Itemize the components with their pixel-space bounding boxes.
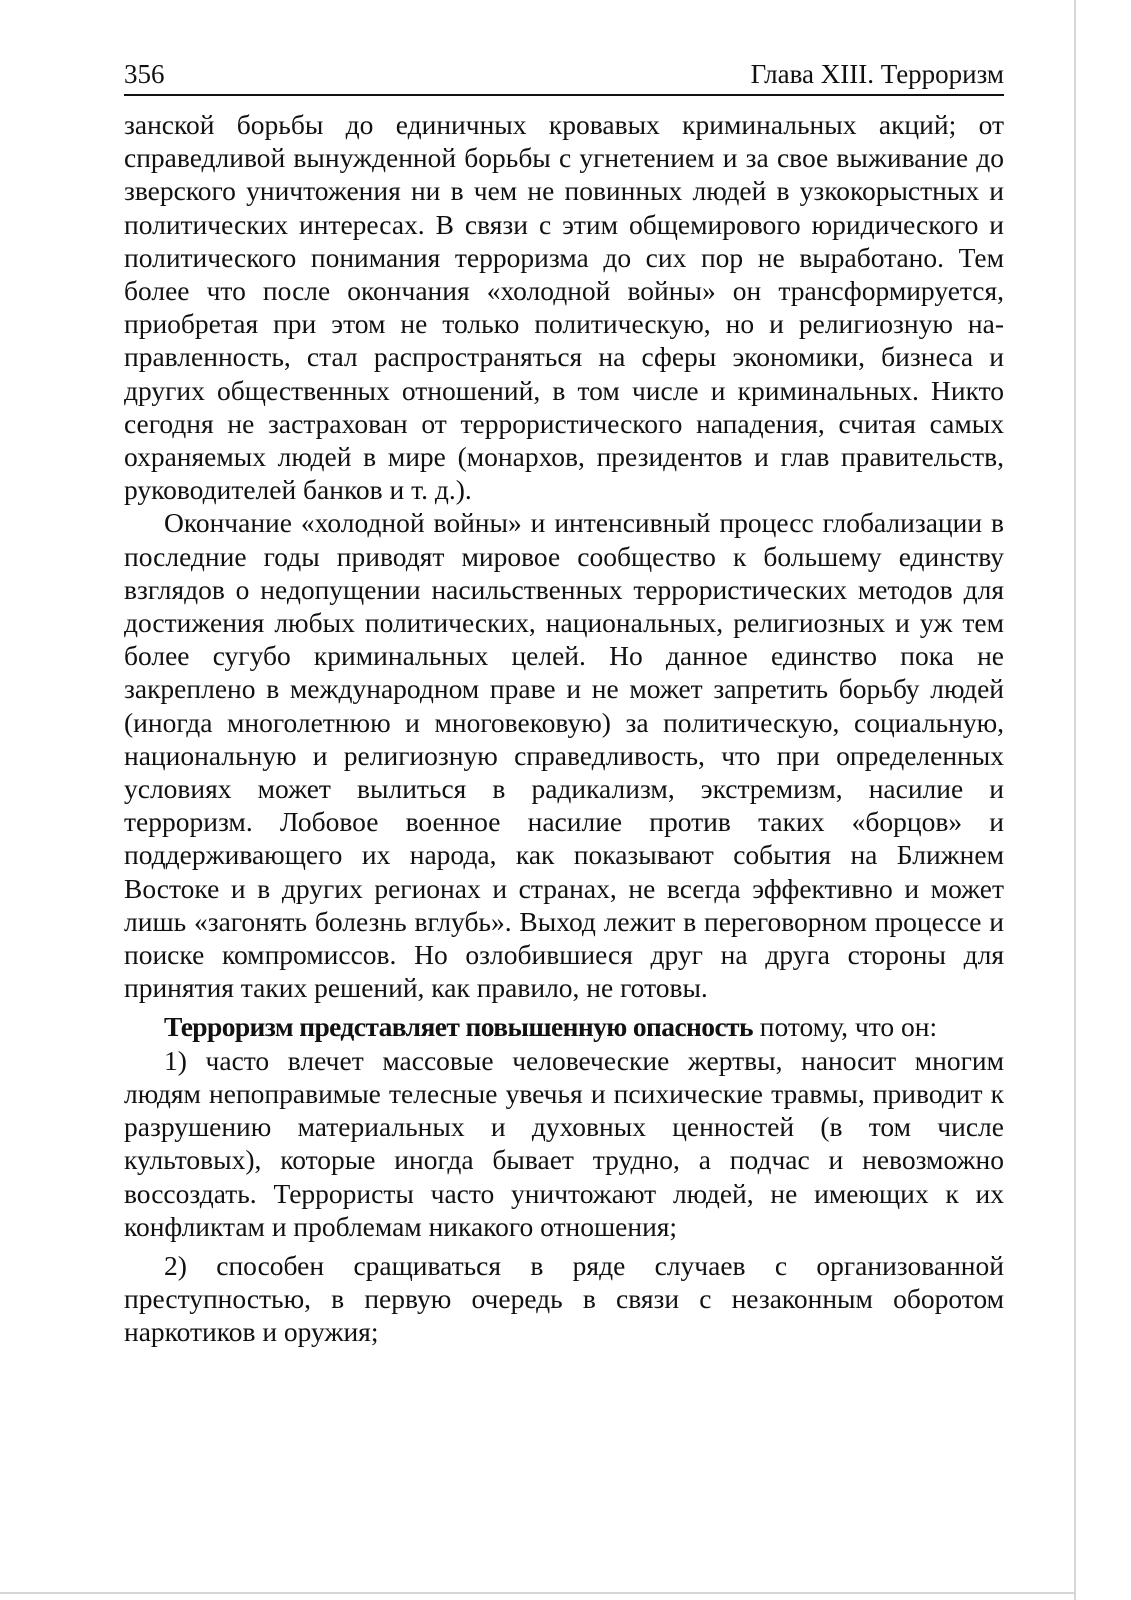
- paragraph-2: Окончание «холодной войны» и интенсивный процесс глобализации в последние годы приводят мировое сообщество к большему единству взглядов о недопущении насильственных террористических методов для достижения любых политических, национальных, религиозных и уж тем более сугубо криминальных целей. Но данное единство пока не закреплено в международном праве и не может запретить борьбу людей (иногда многолетнюю и многовековую) за политическую, социальную, национальную и религиозную справедливость, что при определенных условиях может вылиться в радикализм, экстремизм, насилие и терроризм. Лобовое военное насилие против таких «борцов» и поддерживающего их народа, как показывают события на Ближнем Востоке и в других регионах и странах, не всегда эффективно и может лишь «загонять болезнь вглубь». Выход лежит в переговорном процессе и поиске компромиссов. Но озлобившиеся друг на друга стороны для принятия таких решений, как правило, не готовы.: [124, 507, 1004, 1004]
- list-item-1: 1) часто влечет массовые человеческие жертвы, наносит многим людям непоправимые телесные увечья и психические травмы, приводит к разрушению материальных и духовных ценностей (в том числе культовых), которые иногда бывает трудно, а подчас и невозможно воссоздать. Террористы часто уничтожают людей, не имеющих к их конфликтам и проблемам никакого отношения;: [124, 1044, 1004, 1242]
- scan-edge-bottom: [0, 1592, 1076, 1594]
- paragraph-1: занской борьбы до единичных кровавых криминальных акций; от справедливой вынужденной борьбы с угнетением и за свое выживание до зверского уничтожения ни в чем не повинных людей в узкокорыстных и политических интересах. В связи с этим общемирового юридического и политического понимания терроризма до сих пор не выработано. Тем более что после окончания «холодной войны» он трансформируется, приобретая при этом не только политическую, но и религиозную направленность, стал распространяться на сферы экономики, бизнеса и других общественных отношений, в том числе и криминальных. Никто сегодня не застрахован от террористического нападения, считая самых охраняемых людей в мире (монархов, президентов и глав правительств, руководителей банков и т. д.).: [124, 109, 1004, 506]
- scan-edge-right: [1074, 0, 1076, 1600]
- emphasis-bold-lead: Терроризм представляет повышенную опасность: [164, 1011, 753, 1043]
- chapter-title: Глава XIII. Терроризм: [750, 59, 1004, 89]
- book-page: [124, 58, 1004, 1349]
- running-head: [124, 58, 1004, 96]
- page-number: 356: [124, 59, 165, 89]
- emphasis-rest: потому, что он:: [752, 1011, 938, 1043]
- emphasis-paragraph: [124, 1010, 1004, 1043]
- body-text: [124, 108, 1004, 1349]
- list-item-2: 2) способен сращиваться в ряде случаев с организованной преступностью, в первую очередь в связи с незаконным оборотом наркотиков и оружия;: [124, 1249, 1004, 1348]
